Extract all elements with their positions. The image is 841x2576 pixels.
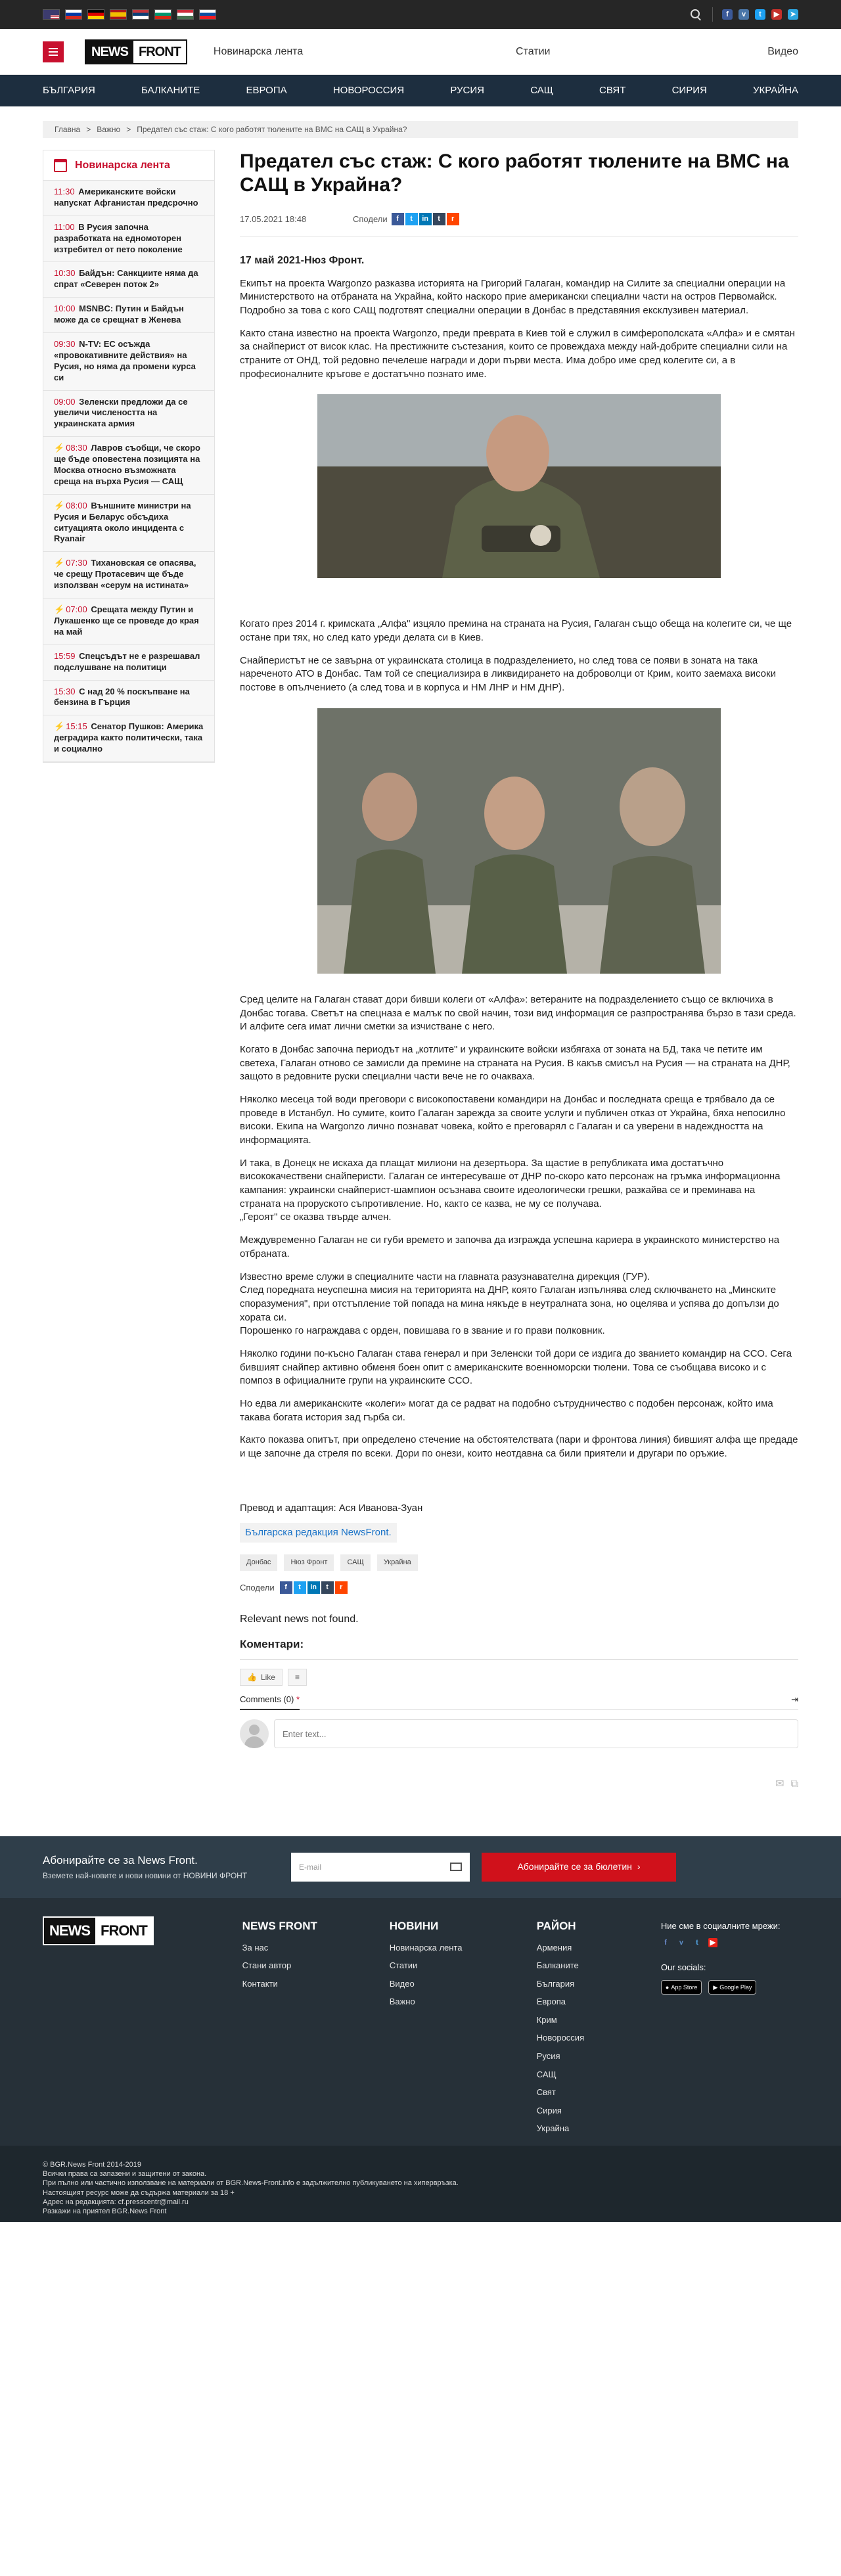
article-paragraph: Няколко месеца той води преговори с високопоставени командири на Донбас и последната среща е трябвало да се проведе в Истанбул. Но сумите, които Галаган зарежда за своите услуги и публичен отказ от Украйна, бяха непосилно високи. Екипа на Wargonzo лично познават човека, който е преговарял с Галаган и са уверени в надеждността на информацията.	[240, 1093, 786, 1146]
news-time: 15:30	[54, 686, 76, 696]
footer-link[interactable]: Крим	[536, 2014, 557, 2025]
footer-link[interactable]: Европа	[536, 1997, 566, 2007]
nav-item-syria[interactable]: СИРИЯ	[671, 84, 707, 96]
flag-sk[interactable]	[199, 9, 216, 20]
subscribe-button[interactable]	[482, 1853, 676, 1882]
thumbs-up-icon: 👍	[247, 1672, 257, 1682]
site-footer	[0, 1898, 841, 2146]
article-paragraph: Както показва опитът, при определено стечение на обстоятелствата (пари и фронтова линия) бившият алфа ще предаде и ще започне да стреля по всеки. Дори по онези, които неотдавна са били приятели и другари по оръжие.	[240, 1434, 798, 1460]
related-news-empty: Relevant news not found.	[240, 1614, 359, 1625]
youtube-icon[interactable]: ▶	[708, 1938, 717, 1947]
site-header	[0, 29, 841, 75]
article-meta	[240, 213, 798, 237]
google-play-label: Google Play	[719, 1983, 752, 1991]
like-label: Like	[260, 1672, 275, 1682]
news-time: 11:30	[54, 187, 75, 196]
share-reddit-icon[interactable]: r	[335, 1581, 348, 1594]
news-headline[interactable]: Външните министри на Русия и Беларус обсъдиха ситуацията около инцидента с Ryanair	[54, 500, 191, 544]
header-link-video[interactable]: Видео	[767, 46, 798, 58]
telegram-icon[interactable]: ➤	[788, 9, 798, 20]
subscribe-button-label: Абонирайте се за бюлетин	[517, 1861, 632, 1872]
youtube-icon[interactable]: ▶	[771, 9, 782, 20]
news-headline[interactable]: Срещата между Путин и Лукашенко ще се проведе до края на май	[54, 604, 199, 637]
copyright-line: При пълно или частично използване на материали от BGR.News-Front.info е задължително публикуването на хипервръзка.	[43, 2179, 459, 2188]
share-facebook-icon[interactable]: f	[392, 213, 404, 225]
email-placeholder: E-mail	[299, 1862, 322, 1872]
footer-link[interactable]: Армения	[536, 1942, 572, 1953]
footer-col-social	[661, 1916, 798, 2141]
flag-es[interactable]	[110, 9, 127, 20]
menu-lines-icon: ≡	[294, 1672, 300, 1682]
copyright-line: Разкажи на приятел BGR.News Front	[43, 2207, 167, 2216]
comments-tabs	[240, 1694, 798, 1711]
nav-item-russia[interactable]: РУСИЯ	[450, 84, 484, 96]
top-strip	[0, 0, 841, 29]
nav-item-world[interactable]: СВЯТ	[599, 84, 626, 96]
main-nav	[0, 75, 841, 106]
sidebar-news-item[interactable]	[43, 715, 214, 762]
footer-link[interactable]: Новороссия	[536, 2033, 585, 2043]
nav-item-usa[interactable]: САЩ	[530, 84, 553, 96]
like-button[interactable]	[240, 1669, 283, 1686]
share-buttons	[280, 1581, 348, 1594]
article-paragraph: След поредната неуспешна мисия на територията на ДНР, която Галаган изпълнява след сключването на „Минските споразумения", при отстъпление той попада на мина някъде в неутралната зона, но оцелява и успява до допълзи до хората си.	[240, 1284, 779, 1323]
tag-ukraine[interactable]: Украйна	[377, 1554, 418, 1571]
lightning-icon: ⚡	[54, 443, 65, 453]
footer-link[interactable]: Балканите	[536, 1960, 579, 1971]
flag-us[interactable]	[43, 9, 60, 20]
sidebar-news-item[interactable]	[43, 391, 214, 438]
copyright-line: Всички права са запазени и защитени от закона.	[43, 2170, 207, 2179]
news-headline[interactable]: В Русия започна разработката на едномоторен изтребител от пето поколение	[54, 221, 183, 254]
sidebar-news-item[interactable]	[43, 599, 214, 645]
envelope-icon	[450, 1863, 462, 1871]
news-time: 15:59	[54, 650, 76, 661]
site-logo[interactable]	[85, 39, 187, 64]
article-paragraph: Но едва ли американските «колеги» могат да се радват на подобно сътрудничество с подобен персонаж, който има такава богата история зад гърба си.	[240, 1398, 773, 1423]
comments-section	[240, 1637, 798, 1792]
play-icon: ▶	[713, 1983, 718, 1991]
more-options-button[interactable]	[288, 1669, 307, 1686]
subscribe-banner	[0, 1836, 841, 1898]
share-tumblr-icon[interactable]: t	[321, 1581, 334, 1594]
footer-link[interactable]: Русия	[536, 2051, 560, 2062]
article	[240, 150, 798, 1792]
apple-icon: ●	[665, 1983, 670, 1991]
share-tumblr-icon[interactable]: t	[433, 213, 445, 225]
footer-col-newsfront	[242, 1916, 390, 2141]
nav-item-europe[interactable]: ЕВРОПА	[246, 84, 287, 96]
lightning-icon: ⚡	[54, 558, 65, 568]
subscribe-subtitle: Вземете най-новите и нови новини от НОВИНИ ФРОНТ	[43, 1870, 248, 1880]
news-headline[interactable]: MSNBC: Путин и Байдън може да се срещнат в Женева	[54, 304, 184, 325]
flag-rs[interactable]	[132, 9, 149, 20]
article-photo-meeting	[317, 708, 721, 974]
sidebar-news-item[interactable]	[43, 262, 214, 298]
news-headline[interactable]: Сенатор Пушков: Америка деградира както политически, така и социално	[54, 721, 204, 754]
link-icon[interactable]: ⧉	[790, 1778, 798, 1790]
top-divider	[712, 7, 713, 22]
comments-footer	[240, 1777, 798, 1792]
app-badges	[661, 1980, 798, 1995]
breadcrumb-separator: >	[86, 124, 91, 134]
footer-col-region	[537, 1916, 661, 2141]
article-paragraph: Екипът на проекта Wargonzo разказва историята на Григорий Галаган, командир на Силите за специални операции на Министерството на отбраната на Украйна, който наскоро прие американски специални части на остров Первомайск. Подробно за това с кого САЩ подготвят специални операции в Донбас в представяния ексклузивен материал.	[240, 277, 786, 316]
flag-ru[interactable]	[65, 9, 82, 20]
footer-link[interactable]: България	[536, 1978, 575, 1989]
news-time: 15:15	[66, 721, 87, 732]
share-twitter-icon[interactable]: t	[294, 1581, 306, 1594]
nav-item-bulgaria[interactable]: БЪЛГАРИЯ	[43, 84, 95, 96]
bottom-share	[240, 1581, 798, 1594]
share-linkedin-icon[interactable]: in	[307, 1581, 320, 1594]
facebook-icon[interactable]: f	[722, 9, 733, 20]
article-paragraph: „Героят" се оказва твърде алчен.	[240, 1211, 392, 1223]
menu-icon[interactable]	[43, 41, 64, 62]
lightning-icon: ⚡	[54, 721, 65, 732]
news-time: 10:30	[54, 268, 76, 279]
share-twitter-icon[interactable]: t	[405, 213, 418, 225]
news-headline[interactable]: Тихановская се опасява, че срещу Протасевич ще бъде използван «серум на истината»	[54, 558, 196, 591]
news-headline[interactable]: С над 20 % поскъпване на бензина в Гърция	[54, 686, 190, 708]
top-social-links	[722, 9, 798, 20]
sidebar-news-item[interactable]	[43, 681, 214, 716]
comments-actions	[240, 1669, 798, 1686]
news-headline[interactable]: Спецсъдът не е разрешавал подслушване на политици	[54, 650, 200, 672]
avatar	[240, 1719, 269, 1748]
sidebar-news-item[interactable]	[43, 333, 214, 391]
tag-usa[interactable]: САЩ	[340, 1554, 370, 1571]
article-paragraph: Когато през 2014 г. кримската „Алфа" изцяло премина на страната на Русия, Галаган също обеща на колегите си, че ще остане при тях, но след като уреди делата си в Киев.	[240, 618, 792, 644]
breadcrumb-separator: >	[126, 124, 131, 134]
comments-star: *	[296, 1694, 300, 1704]
article-paragraph: Както стана известно на проекта Wargonzo, преди преврата в Киев той е служил в симферополската «Алфа» и е смятан за снайперист от висок клас. На престижните състезания, които се провеждаха между най-добрите специални сили на страните от ОНД, той редовно печелеше награди и дори първи места. Има добро име сред колегите си, а в професионалните кръгове е достатъчно познато име.	[240, 327, 795, 380]
article-date: 17.05.2021 18:48	[240, 214, 307, 224]
sidebar-news-item[interactable]	[43, 495, 214, 553]
app-store-badge[interactable]	[661, 1980, 702, 1995]
footer-link[interactable]: Новинарска лента	[389, 1942, 463, 1953]
footer-link[interactable]: Украйна	[536, 2123, 570, 2134]
sidebar-news-item[interactable]	[43, 298, 214, 333]
breadcrumb-home[interactable]: Главна	[55, 124, 81, 134]
article-title: Предател със стаж: С кого работят тюлените на ВМС на САЩ в Украйна?	[240, 150, 789, 196]
search-icon[interactable]	[689, 7, 703, 22]
sidebar-header	[43, 150, 214, 181]
twitter-icon[interactable]: t	[755, 9, 765, 20]
sidebar-title: Новинарска лента	[75, 159, 170, 171]
copyright-line: Адрес на редакцията: cf.presscentr@mail.ru	[43, 2198, 189, 2206]
calendar-icon	[54, 159, 67, 172]
breadcrumb-current: Предател със стаж: С кого работят тюлените на ВМС на САЩ в Украйна?	[137, 124, 407, 134]
header-link-news-feed[interactable]: Новинарска лента	[213, 46, 304, 58]
footer-social-icons	[661, 1938, 798, 1947]
news-time: 10:00	[54, 304, 76, 314]
footer-logo-news: NEWS	[44, 1918, 95, 1944]
language-flags	[43, 9, 216, 20]
footer-link[interactable]: Контакти	[242, 1978, 278, 1989]
article-paragraph: Междувременно Галаган не си губи времето и започва да изгражда успешна кариера в украинското министерство на отбраната.	[240, 1234, 780, 1259]
article-lead: 17 май 2021-Нюз Фронт.	[240, 255, 365, 266]
share-reddit-icon[interactable]: r	[447, 213, 459, 225]
news-headline[interactable]: Зеленски предложи да се увеличи числеността на украинската армия	[54, 396, 188, 429]
footer-col-title: НОВИНИ	[389, 1919, 439, 1932]
news-feed-sidebar	[43, 150, 215, 763]
vk-icon[interactable]: v	[739, 9, 749, 20]
footer-link[interactable]: Стани автор	[242, 1960, 292, 1971]
footer-logo[interactable]	[43, 1916, 154, 1945]
footer-link[interactable]: Сирия	[536, 2105, 562, 2115]
nav-item-ukraine[interactable]: УКРАЙНА	[753, 84, 798, 96]
footer-logo-front: FRONT	[101, 1922, 147, 1939]
article-paragraph: И така, в Донецк не искаха да плащат милиони на дезертьора. За щастие в републиката има достатъчно висококачествени снайперисти. Галаган се интересуваше от ДНР по-скоро като персонаж на гръмка информационна кампания: украински снайперист-шампион осъзнава своите идеологически грешки, разкайва се и преминава на страната на проруското съпротивление. Но, както се казва, не му се получава.	[240, 1157, 781, 1209]
footer-col-news	[390, 1916, 537, 2141]
breadcrumb-important[interactable]: Важно	[97, 124, 121, 134]
article-paragraph: Няколко години по-късно Галаган става генерал и при Зеленски той дори се издига до званието командир на ССО. Сега бившият снайпер активно обменя боен опит с американските военноморски тюлени. Това се съобщава високо и с помпоз в официалните групи на украинските ССО.	[240, 1347, 792, 1387]
footer-social-label: Ние сме в социалните мрежи:	[660, 1920, 781, 1931]
app-store-label: App Store	[671, 1983, 698, 1991]
logo-text-news: NEWS	[86, 41, 133, 63]
login-icon[interactable]: ⇥	[791, 1694, 798, 1704]
footer-col-title: NEWS FRONT	[242, 1919, 317, 1932]
sidebar-news-item[interactable]	[43, 216, 214, 263]
news-time: 07:00	[66, 604, 87, 615]
tag-news-front[interactable]: Нюз Фронт	[284, 1554, 334, 1571]
google-play-badge[interactable]	[708, 1980, 756, 1995]
sidebar-news-item[interactable]	[43, 437, 214, 495]
footer-link[interactable]: Важно	[389, 1997, 415, 2007]
article-photo-soldier	[317, 394, 721, 578]
share-label: Сподели	[353, 214, 388, 224]
article-paragraph: Известно време служи в специалните части на главната разузнавателна дирекция (ГУР).	[240, 1271, 650, 1282]
article-paragraph: Сред целите на Галаган стават дори бивши колеги от «Алфа»: ветераните на подразделението също се включиха в Донбас тогава. Светът на спецназа е малък по свой начин, този вид информация се разпространява бързо в тази среда. И алфите сега имат лични сметки за изчистване с него.	[240, 993, 796, 1033]
chevron-right-icon: ›	[637, 1861, 641, 1872]
footer-link[interactable]: За нас	[242, 1942, 269, 1953]
comment-input-row	[240, 1719, 798, 1748]
footer-link[interactable]: Статии	[389, 1960, 418, 1971]
flag-bg[interactable]	[154, 9, 171, 20]
share-facebook-icon[interactable]: f	[280, 1581, 292, 1594]
news-time: 09:00	[54, 396, 76, 407]
news-time: 07:30	[66, 558, 87, 568]
vk-icon[interactable]: v	[679, 1938, 683, 1947]
facebook-icon[interactable]: f	[664, 1938, 667, 1947]
footer-socials-label: Our socials:	[660, 1962, 706, 1973]
news-headline[interactable]: Байдън: Санкциите няма да спрат «Северен поток 2»	[54, 268, 198, 290]
share-linkedin-icon[interactable]: in	[419, 213, 432, 225]
sidebar-news-item[interactable]	[43, 181, 214, 216]
tag-donbas[interactable]: Донбас	[240, 1554, 277, 1571]
article-paragraph: Порошенко го награждава с орден, повишава го в звание и го прави полковник.	[240, 1325, 605, 1337]
article-paragraph: Когато в Донбас започна периодът на „котлите" и украинските войски избягаха от зоната на БД, така че петите им светеха, Галаган отново се замисли да премине на страната на Русия. В какъв смисъл на Русия — на страната на ДНР, защото в редовните руски специални части вече не го очакваха.	[240, 1043, 790, 1083]
tab-comments[interactable]	[240, 1694, 300, 1711]
footer-link[interactable]: Свят	[536, 2087, 556, 2098]
news-time: 11:00	[54, 221, 75, 232]
news-time: 08:30	[66, 443, 87, 453]
share-label: Сподели	[240, 1582, 275, 1593]
lightning-icon: ⚡	[54, 500, 65, 510]
news-headline[interactable]: Лавров съобщи, че скоро ще бъде оповестена позицията на Москва относно възможната среща на върха Русия — САЩ	[54, 443, 200, 486]
sidebar-news-item[interactable]	[43, 552, 214, 599]
logo-text-front: FRONT	[139, 44, 181, 59]
news-time: 08:00	[66, 500, 87, 510]
nav-item-novorossia[interactable]: НОВОРОССИЯ	[332, 84, 405, 96]
copyright-line: Настоящият ресурс може да съдържа материали за 18 +	[43, 2188, 235, 2197]
subscribe-title: Абонирайте се за News Front.	[43, 1853, 198, 1866]
flag-hu[interactable]	[177, 9, 194, 20]
footer-col-title: РАЙОН	[536, 1919, 576, 1932]
news-time: 09:30	[54, 339, 76, 350]
flag-de[interactable]	[87, 9, 104, 20]
editorial-link[interactable]: Българска редакция NewsFront.	[240, 1523, 397, 1543]
twitter-icon[interactable]: t	[696, 1938, 698, 1947]
subscribe-email-field[interactable]	[291, 1853, 470, 1882]
comments-title: Коментари:	[240, 1637, 798, 1660]
share-buttons	[392, 213, 459, 225]
email-icon[interactable]: ✉	[775, 1778, 784, 1790]
article-paragraph: Снайперистът не се завърна от украинската столица в подразделението, но след това се появи в зоната на така нареченото АТО в Донбас. Там той се специализира в ликвидирането на доброволци от Крим, които заемаха високи постове в опълчението (а след това и в корпуса и НМ ЛНР и НМ ДНР).	[240, 654, 776, 694]
comment-input[interactable]	[274, 1719, 798, 1748]
copyright-bar	[0, 2146, 841, 2222]
nav-item-balkans[interactable]: БАЛКАНИТЕ	[141, 84, 200, 96]
comments-count: Comments (0)	[240, 1694, 294, 1704]
news-headline[interactable]: N-TV: ЕС осъжда «провокативните действия» на Русия, но няма да промени курса си	[54, 339, 196, 382]
copyright-line: © BGR.News Front 2014-2019	[43, 2160, 141, 2169]
article-tags	[240, 1554, 798, 1571]
footer-link[interactable]: САЩ	[536, 2069, 557, 2079]
translation-credit: Превод и адаптация: Ася Иванова-Зуан	[240, 1502, 423, 1514]
header-link-articles[interactable]: Статии	[516, 46, 551, 58]
footer-link[interactable]: Видео	[389, 1978, 415, 1989]
lightning-icon: ⚡	[54, 604, 65, 615]
news-headline[interactable]: Американските войски напускат Афганистан предсрочно	[54, 187, 198, 208]
breadcrumb	[43, 121, 798, 138]
sidebar-news-item[interactable]	[43, 645, 214, 681]
